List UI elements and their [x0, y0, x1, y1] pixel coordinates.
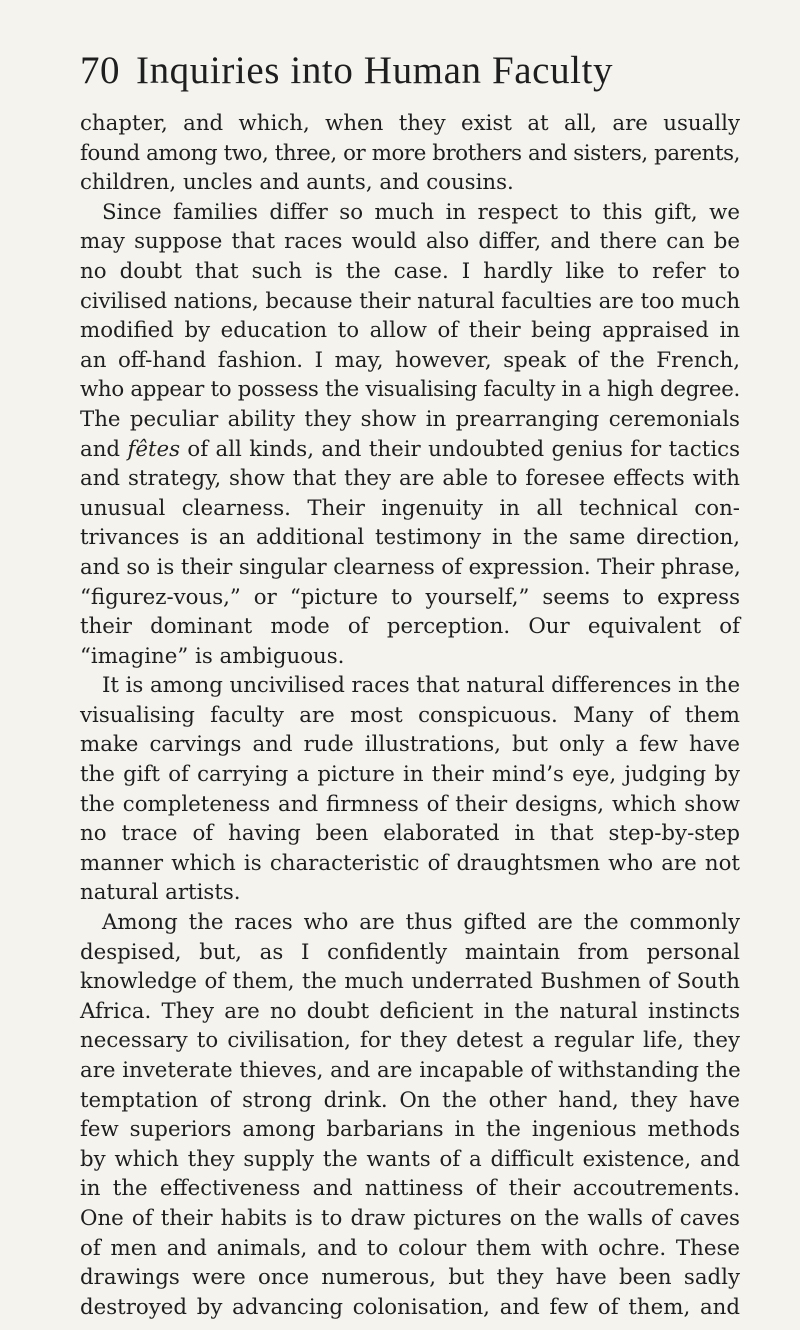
text-line: temptation of strong drink. On the other hand, they have — [80, 1087, 740, 1113]
text-line: their dominant mode of perception. Our equivalent of — [80, 614, 740, 640]
text-line: unusual clearness. Their ingenuity in all technical con- — [80, 495, 740, 521]
text-line: Among the races who are thus gifted are the commonly — [102, 910, 740, 936]
text-line: knowledge of them, the much underrated Bushmen of South — [80, 969, 740, 995]
text-line: found among two, three, or more brothers and sisters, parents, — [80, 140, 741, 166]
text-line: no doubt that such is the case. I hardly like to refer to — [80, 258, 740, 284]
text-line: and strategy, show that they are able to foresee effects with — [80, 466, 740, 492]
text-line: It is among uncivilised races that natural differences in the — [102, 673, 740, 699]
italic-word: fêtes — [127, 436, 181, 462]
text-line: “figurez-vous,” or “picture to yourself,” seems to express — [80, 584, 740, 610]
body-text — [80, 109, 740, 1322]
text-line: no trace of having been elaborated in that step-by-step — [80, 821, 740, 847]
text-line: “imagine” is ambiguous. — [80, 643, 345, 669]
line-suffix: of all kinds, and their undoubted genius for tactics — [180, 436, 740, 462]
text-line: in the effectiveness and nattiness of their accoutrements. — [80, 1176, 740, 1202]
text-line: trivances is an additional testimony in the same direction, — [80, 525, 740, 551]
text-line: may suppose that races would also differ, and there can be — [80, 229, 740, 255]
text-line: of men and animals, and to colour them with ochre. These — [80, 1235, 740, 1261]
text-line: an off-hand fashion. I may, however, speak of the French, — [80, 347, 740, 373]
text-line: Africa. They are no doubt deficient in the natural instincts — [80, 998, 740, 1024]
text-line: drawings were once numerous, but they have been sadly — [80, 1265, 740, 1291]
text-line — [80, 435, 740, 465]
page-number: 70 — [80, 49, 120, 92]
running-title: Inquiries into Human Faculty — [136, 49, 614, 92]
text-line: Since families differ so much in respect to this gift, we — [102, 199, 740, 225]
text-line: natural artists. — [80, 880, 241, 906]
page-header — [80, 48, 740, 104]
text-line: and so is their singular clearness of expression. Their phrase, — [80, 554, 741, 580]
text-line: manner which is characteristic of draughtsmen who are not — [80, 850, 740, 876]
text-line: despised, but, as I confidently maintain from personal — [80, 939, 740, 965]
text-line: destroyed by advancing colonisation, and few of them, and — [80, 1294, 740, 1320]
text-line: children, uncles and aunts, and cousins. — [80, 170, 514, 196]
text-line: civilised nations, because their natural faculties are too much — [80, 288, 740, 314]
text-line: the completeness and firmness of their designs, which show — [80, 791, 740, 817]
line-prefix: and — [80, 436, 128, 462]
text-line: necessary to civilisation, for they detest a regular life, they — [80, 1028, 740, 1054]
text-line: by which they supply the wants of a difficult existence, and — [80, 1146, 740, 1172]
text-line: who appear to possess the visualising faculty in a high degree. — [80, 377, 740, 403]
text-line: chapter, and which, when they exist at all, are usually — [80, 111, 740, 136]
text-line: modified by education to allow of their being appraised in — [80, 318, 740, 344]
text-line: few superiors among barbarians in the ingenious methods — [80, 1117, 740, 1143]
text-line: the gift of carrying a picture in their mind’s eye, judging by — [80, 762, 740, 788]
text-line: visualising faculty are most conspicuous. Many of them — [80, 702, 740, 728]
text-line: The peculiar ability they show in prearranging ceremonials — [80, 406, 740, 432]
text-line: are inveterate thieves, and are incapable of withstanding the — [80, 1058, 741, 1083]
text-line: make carvings and rude illustrations, but only a few have — [80, 732, 740, 758]
text-line: One of their habits is to draw pictures on the walls of caves — [80, 1205, 740, 1231]
